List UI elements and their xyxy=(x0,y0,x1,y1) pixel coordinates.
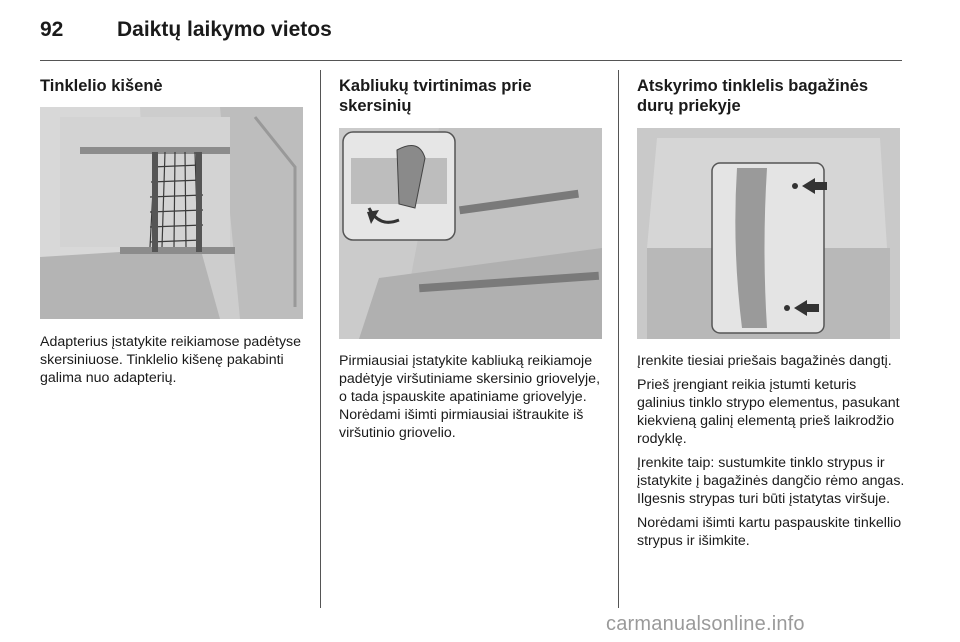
paragraph: Norėdami išimti kartu paspauskite tinkellio strypus ir išimkite. xyxy=(637,515,902,549)
paragraph: Prieš įrengiant reikia įstumti keturis galinius tinklo strypo elementus, pasukant kiekvieną galinį elementą prieš laikrodžio rodyklę. xyxy=(637,377,900,447)
page-title: Daiktų laikymo vietos xyxy=(117,18,332,41)
paragraph: Įrenkite tiesiai priešais bagažinės dangtį. xyxy=(637,353,892,369)
section-body xyxy=(40,333,305,393)
section-net-pocket xyxy=(40,76,305,96)
paragraph: Įrenkite taip: sustumkite tinklo strypus ir įstatykite į bagažinės dangčio rėmo angas. Ilgesnis strypas turi būti įstatytas viršuje. xyxy=(637,455,905,507)
section-hooks xyxy=(339,76,604,116)
section-separation-net xyxy=(637,76,902,116)
section-body xyxy=(637,352,907,556)
column-divider xyxy=(618,70,619,608)
watermark: carmanualsonline.info xyxy=(606,613,805,635)
section-body xyxy=(339,352,605,448)
net-pocket-illustration xyxy=(40,107,303,319)
section-heading: Kabliukų tvirtinimas prie skersinių xyxy=(339,77,532,115)
section-heading: Atskyrimo tinklelis bagažinės durų priekyje xyxy=(637,77,869,115)
separation-net-illustration xyxy=(637,128,900,339)
column-divider xyxy=(320,70,321,608)
page-header xyxy=(40,16,900,50)
header-rule xyxy=(40,60,902,61)
hook-mounting-illustration xyxy=(339,128,602,339)
paragraph: Pirmiausiai įstatykite kabliuką reikiamoje padėtyje viršutiniame skersinio griovelyje, o tada įspauskite apatiniame griovelyje. Norėdami išimti pirmiausiai ištraukite iš viršutinio griovelio. xyxy=(339,353,601,441)
section-heading: Tinklelio kišenė xyxy=(40,77,163,95)
page-number: 92 xyxy=(40,18,64,41)
paragraph: Adapterius įstatykite reikiamose padėtyse skersiniuose. Tinklelio kišenę pakabinti galima nuo adapterių. xyxy=(40,334,302,386)
